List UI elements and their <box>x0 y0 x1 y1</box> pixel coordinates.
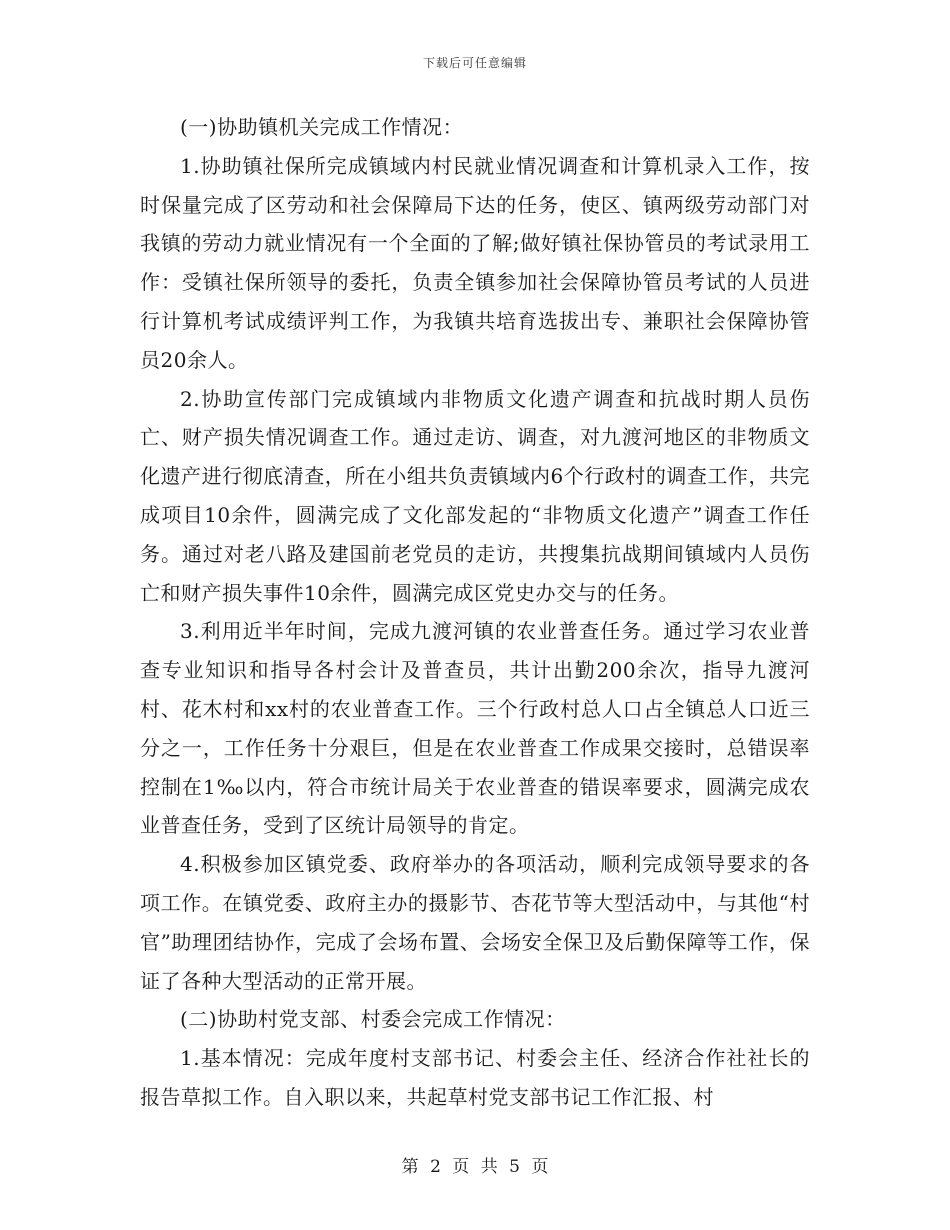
page-number: 第 2 页 共 5 页 <box>401 1157 549 1177</box>
document-body <box>140 108 810 1117</box>
section-heading-2: (二)协助村党支部、村委会完成工作情况： <box>180 1007 566 1032</box>
paragraph-1: 1.协助镇社保所完成镇域内村民就业情况调查和计算机录入工作，按时保量完成了区劳动和社会保障局下达的任务，使区、镇两级劳动部门对我镇的劳动力就业情况有一个全面的了解;做好镇社保协管员的考试录用工作：受镇社保所领导的委托，负责全镇参加社会保障协管员考试的人员进行计算机考试成绩评判工作，为我镇共培育选拔出专、兼职社会保障协管员20余人。 <box>140 153 810 372</box>
section-heading-1: (一)协助镇机关完成工作情况： <box>180 115 464 139</box>
paragraph-3: 3.利用近半年时间，完成九渡河镇的农业普查任务。通过学习农业普查专业知识和指导各村会计及普查员，共计出勤200余次，指导九渡河村、花木村和xx村的农业普查工作。三个行政村总人口占全镇总人口近三分之一，工作任务十分艰巨，但是在农业普查工作成果交接时，总错误率控制在1‰以内，符合市统计局关于农业普查的错误率要求，圆满完成农业普查任务，受到了区统计局领导的肯定。 <box>140 619 810 838</box>
header-note: 下载后可任意编辑 <box>422 56 527 70</box>
paragraph-4: 4.积极参加区镇党委、政府举办的各项活动，顺利完成领导要求的各项工作。在镇党委、政府主办的摄影节、杏花节等大型活动中，与其他“村官”助理团结协作，完成了会场布置、会场安全保卫及后勤保障等工作，保证了各种大型活动的正常开展。 <box>140 852 810 993</box>
paragraph-2: 2.协助宣传部门完成镇域内非物质文化遗产调查和抗战时期人员伤亡、财产损失情况调查工作。通过走访、调查，对九渡河地区的非物质文化遗产进行彻底清查，所在小组共负责镇域内6个行政村的调查工作，共完成项目10余件，圆满完成了文化部发起的“非物质文化遗产”调查工作任务。通过对老八路及建国前老党员的走访，共搜集抗战期间镇域内人员伤亡和财产损失事件10余件，圆满完成区党史办交与的任务。 <box>140 386 810 605</box>
paragraph-5: 1.基本情况：完成年度村支部书记、村委会主任、经济合作社社长的报告草拟工作。自入职以来，共起草村党支部书记工作汇报、村 <box>140 1046 810 1109</box>
